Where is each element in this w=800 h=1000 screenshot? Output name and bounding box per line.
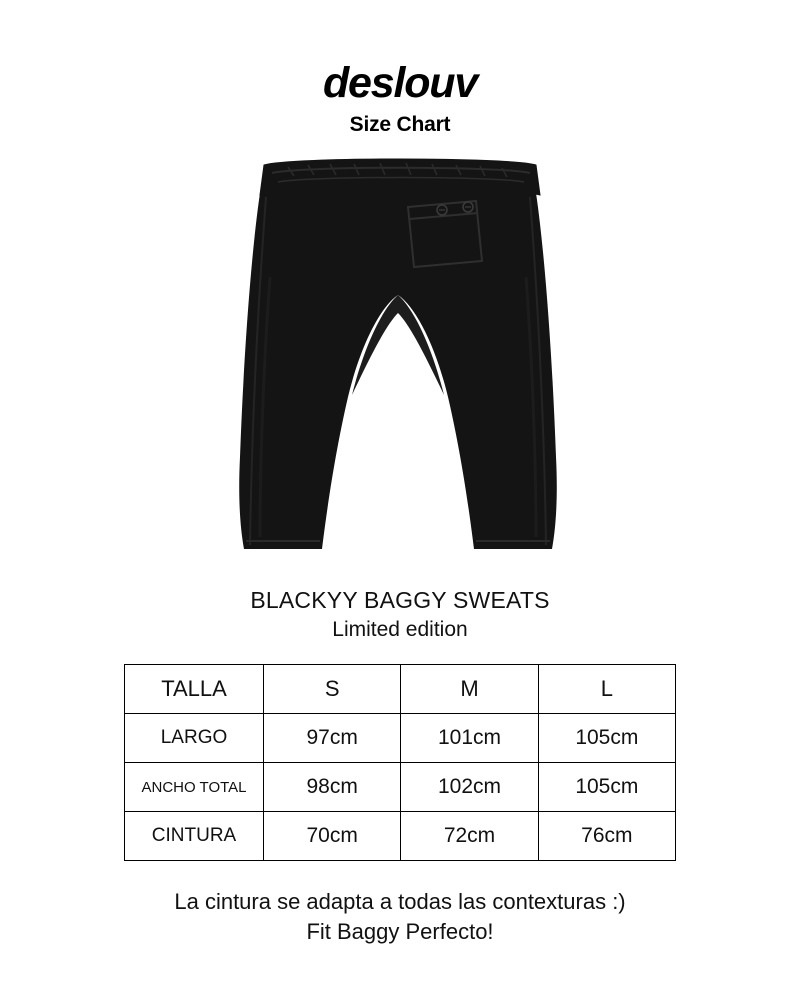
- table-header-row: [125, 665, 676, 714]
- table-cell: 102cm: [401, 763, 538, 812]
- table-header-cell: TALLA: [125, 665, 264, 714]
- size-table: [124, 664, 676, 861]
- table-cell: 105cm: [538, 763, 675, 812]
- page-title: Size Chart: [349, 113, 451, 136]
- table-row: [125, 763, 676, 812]
- table-header-cell: M: [401, 665, 538, 714]
- table-cell: 101cm: [401, 714, 538, 763]
- table-cell: 105cm: [538, 714, 675, 763]
- table-cell: 97cm: [264, 714, 401, 763]
- header: [0, 0, 800, 137]
- footer-line-1: La cintura se adapta a todas las contexturas :): [174, 889, 626, 914]
- table-header-cell: L: [538, 665, 675, 714]
- table-cell: 98cm: [264, 763, 401, 812]
- table-row-label: ANCHO TOTAL: [125, 763, 264, 812]
- table-cell: 70cm: [264, 812, 401, 861]
- table-header-cell: S: [264, 665, 401, 714]
- table-cell: 72cm: [401, 812, 538, 861]
- table-row-label: LARGO: [125, 714, 264, 763]
- table-cell: 76cm: [538, 812, 675, 861]
- footer-note: [0, 887, 800, 946]
- sweatpants-illustration: [230, 157, 570, 577]
- product-name: BLACKYY BAGGY SWEATS: [250, 587, 550, 613]
- size-table-wrap: [124, 664, 676, 861]
- table-row-label: CINTURA: [125, 812, 264, 861]
- product-info: [0, 587, 800, 642]
- product-image: [0, 157, 800, 577]
- table-row: [125, 812, 676, 861]
- table-row: [125, 714, 676, 763]
- brand-logo: deslouv: [322, 59, 478, 107]
- product-edition: Limited edition: [332, 618, 468, 641]
- footer-line-2: Fit Baggy Perfecto!: [306, 918, 494, 944]
